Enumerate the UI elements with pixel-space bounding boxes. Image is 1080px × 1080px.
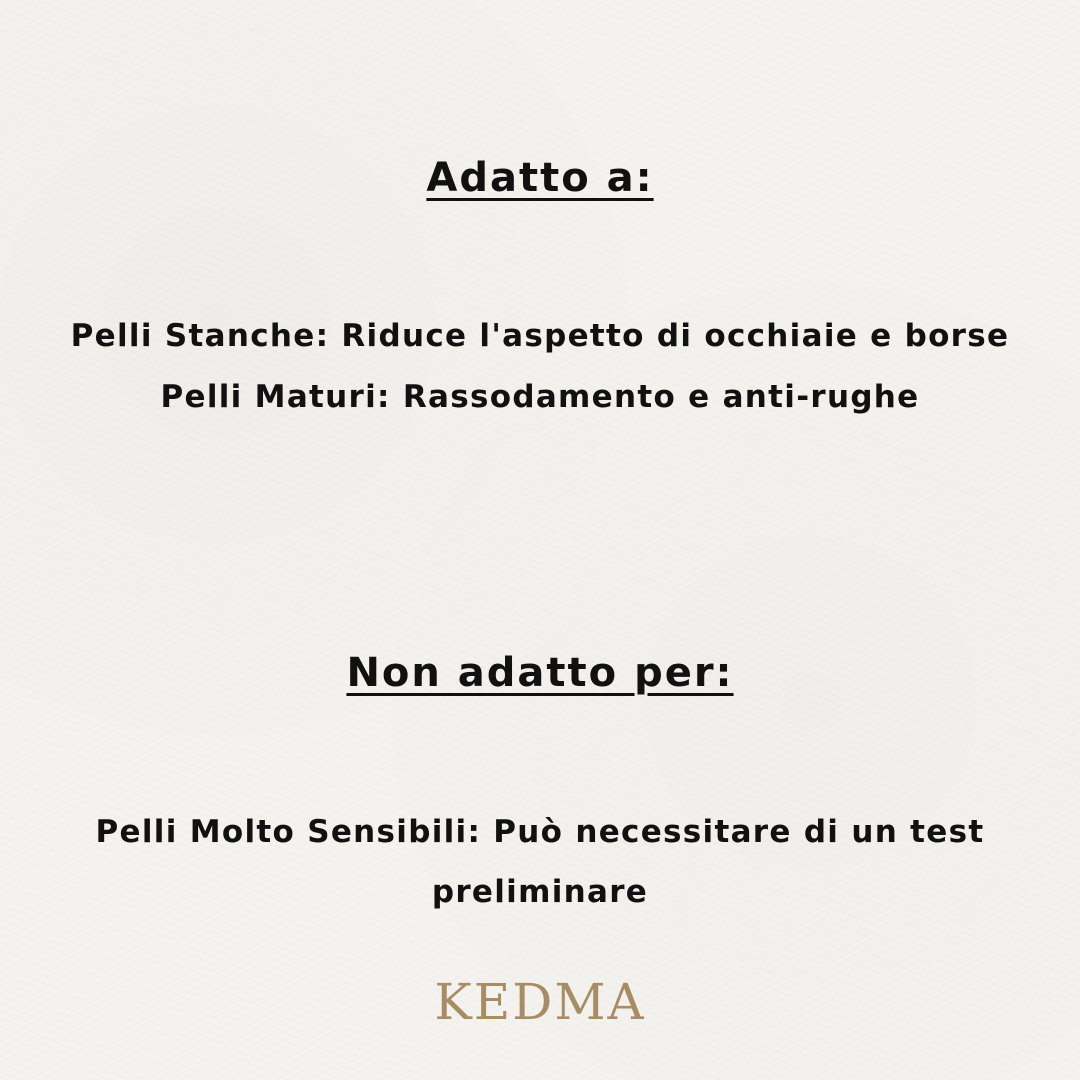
- unsuitable-item-line-1: Pelli Molto Sensibili: Può necessitare di un test: [95, 814, 985, 850]
- unsuitable-heading: [0, 649, 1080, 697]
- suitable-item-tired-skin: Pelli Stanche: Riduce l'aspetto di occhiaie e borse: [70, 318, 1010, 354]
- suitable-heading: [0, 154, 1080, 202]
- unsuitable-heading-text: Non adatto per:: [346, 650, 734, 696]
- suitable-item-mature-skin: Pelli Maturi: Rassodamento e anti-rughe: [160, 379, 920, 415]
- brand-logo: KEDMA: [434, 973, 646, 1031]
- unsuitable-item-line-2: preliminare: [431, 874, 649, 910]
- suitable-heading-text: Adatto a:: [426, 155, 654, 201]
